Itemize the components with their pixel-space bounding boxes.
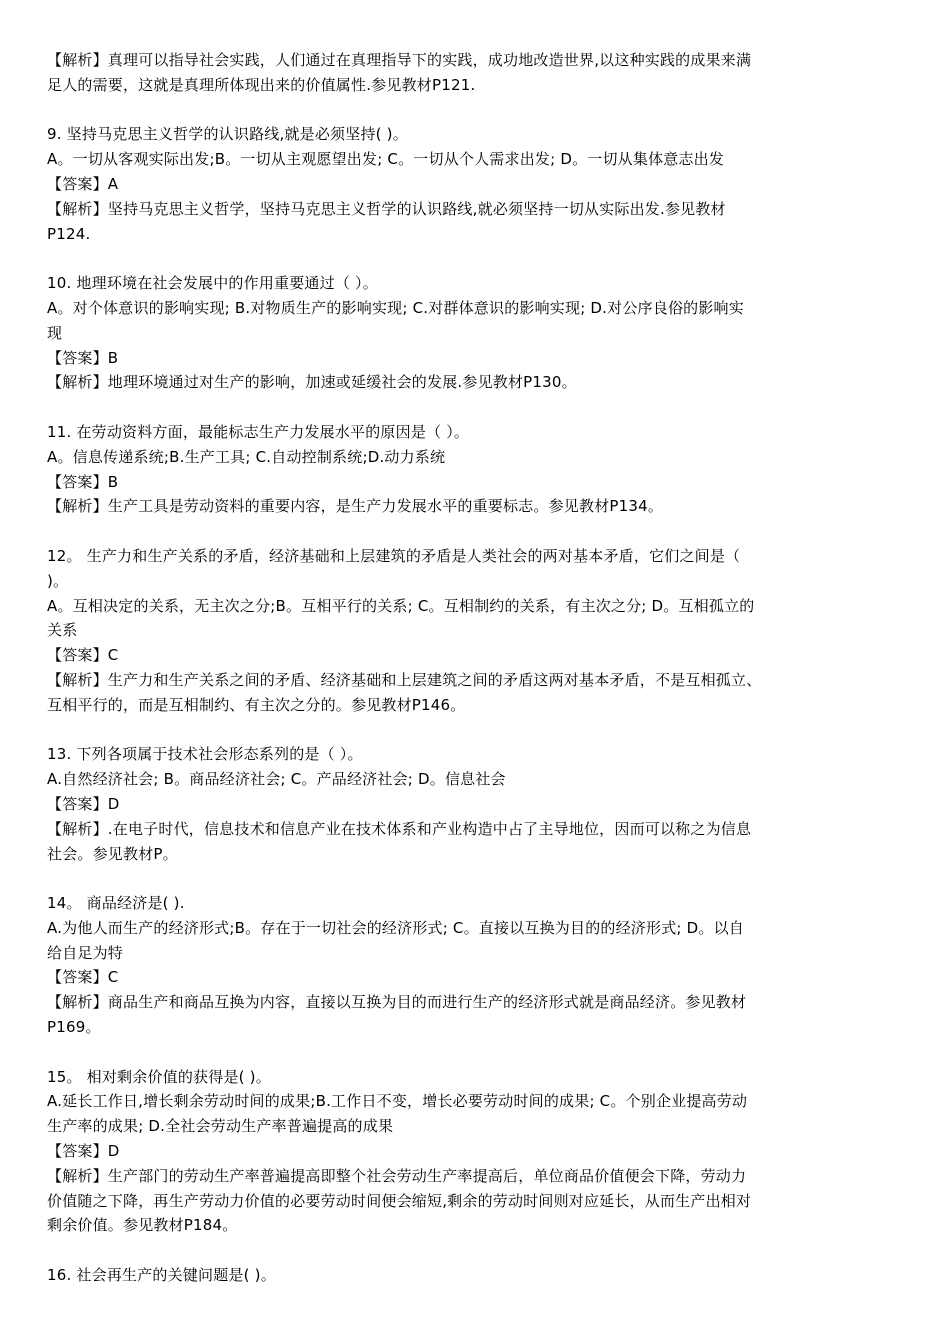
analysis-line: 互相平行的，而是互相制约、有主次之分的。参见教材P146。 [47, 695, 466, 714]
question-options: 关系 [47, 621, 78, 640]
question-options: A.自然经济社会; B。商品经济社会; C。产品经济社会; D。信息社会 [47, 770, 506, 789]
question-options: A.为他人而生产的经济形式;B。存在于一切社会的经济形式; C。直接以互换为目的的经济形式; D。以自 [47, 918, 744, 937]
blank-line [47, 246, 909, 271]
analysis-line: 【解析】地理环境通过对生产的影响，加速或延缓社会的发展.参见教材P130。 [47, 373, 577, 392]
question-block [47, 742, 909, 866]
document-body [47, 48, 909, 1288]
question-stem: 14。 商品经济是( ). [47, 894, 185, 913]
analysis-line: 【解析】生产工具是劳动资料的重要内容，是生产力发展水平的重要标志。参见教材P134。 [47, 497, 664, 516]
analysis-line: 【解析】生产力和生产关系之间的矛盾、经济基础和上层建筑之间的矛盾这两对基本矛盾，不是互相孤立、 [47, 670, 762, 689]
question-options: 生产率的成果; D.全社会劳动生产率普遍提高的成果 [47, 1117, 394, 1136]
question-options: A。一切从客观实际出发;B。一切从主观愿望出发; C。一切从个人需求出发; D。一切从集体意志出发 [47, 150, 725, 169]
question-block [47, 544, 909, 718]
question-list [47, 98, 909, 1288]
analysis-line: 【解析】.在电子时代，信息技术和信息产业在技术体系和产业构造中占了主导地位，因而可以称之为信息 [47, 819, 752, 838]
analysis-line: 【解析】商品生产和商品互换为内容，直接以互换为目的而进行生产的经济形式就是商品经济。参见教材 [47, 993, 747, 1012]
blank-line [47, 1040, 909, 1065]
answer-line: 【答案】B [47, 348, 119, 367]
blank-line [47, 1238, 909, 1263]
question-stem: 16. 社会再生产的关键问题是( )。 [47, 1266, 276, 1285]
question-stem: 9. 坚持马克思主义哲学的认识路线,就是必须坚持( )。 [47, 125, 408, 144]
question-stem: )。 [47, 571, 69, 590]
intro-block [47, 48, 909, 98]
question-block [47, 891, 909, 1040]
question-block [47, 1065, 909, 1239]
question-stem: 10. 地理环境在社会发展中的作用重要通过（ ）。 [47, 274, 378, 293]
blank-line [47, 519, 909, 544]
question-options: 给自足为特 [47, 943, 124, 962]
question-block [47, 271, 909, 395]
analysis-line: P124. [47, 224, 91, 243]
answer-line: 【答案】A [47, 174, 119, 193]
analysis-line: 剩余价值。参见教材P184。 [47, 1216, 238, 1235]
blank-line [47, 718, 909, 743]
blank-line [47, 866, 909, 891]
answer-line: 【答案】D [47, 1142, 120, 1161]
question-stem: 12。 生产力和生产关系的矛盾，经济基础和上层建筑的矛盾是人类社会的两对基本矛盾，它们之间是（ [47, 546, 741, 565]
answer-line: 【答案】B [47, 472, 119, 491]
question-options: 现 [47, 323, 63, 342]
question-block [47, 1263, 909, 1288]
blank-line [47, 395, 909, 420]
analysis-line: 价值随之下降，再生产劳动力价值的必要劳动时间便会缩短,剩余的劳动时间则对应延长，从而生产出相对 [47, 1191, 752, 1210]
analysis-line: 【解析】坚持马克思主义哲学，坚持马克思主义哲学的认识路线,就必须坚持一切从实际出发.参见教材 [47, 199, 726, 218]
question-stem: 13. 下列各项属于技术社会形态系列的是（ ）。 [47, 745, 363, 764]
question-stem: 15。 相对剩余价值的获得是( )。 [47, 1067, 271, 1086]
analysis-line: 【解析】生产部门的劳动生产率普遍提高即整个社会劳动生产率提高后，单位商品价值便会下降，劳动力 [47, 1166, 747, 1185]
answer-line: 【答案】C [47, 646, 119, 665]
question-options: A.延长工作日,增长剩余劳动时间的成果;B.工作日不变，增长必要劳动时间的成果; C。个别企业提高劳动 [47, 1092, 748, 1111]
analysis-line: 足人的需要，这就是真理所体现出来的价值属性.参见教材P121. [47, 75, 476, 94]
analysis-line: P169。 [47, 1018, 101, 1037]
answer-line: 【答案】C [47, 968, 119, 987]
question-options: A。互相决定的关系，无主次之分;B。互相平行的关系; C。互相制约的关系，有主次之分; D。互相孤立的 [47, 596, 755, 615]
answer-line: 【答案】D [47, 794, 120, 813]
question-options: A。信息传递系统;B.生产工具; C.自动控制系统;D.动力系统 [47, 447, 446, 466]
question-block [47, 122, 909, 246]
analysis-line: 【解析】真理可以指导社会实践，人们通过在真理指导下的实践，成功地改造世界,以这种实践的成果来满 [47, 51, 752, 69]
blank-line [47, 98, 909, 123]
analysis-line: 社会。参见教材P。 [47, 844, 178, 863]
question-stem: 11. 在劳动资料方面，最能标志生产力发展水平的原因是（ ）。 [47, 422, 470, 441]
question-options: A。对个体意识的影响实现; B.对物质生产的影响实现; C.对群体意识的影响实现; D.对公序良俗的影响实 [47, 298, 744, 317]
question-block [47, 420, 909, 519]
